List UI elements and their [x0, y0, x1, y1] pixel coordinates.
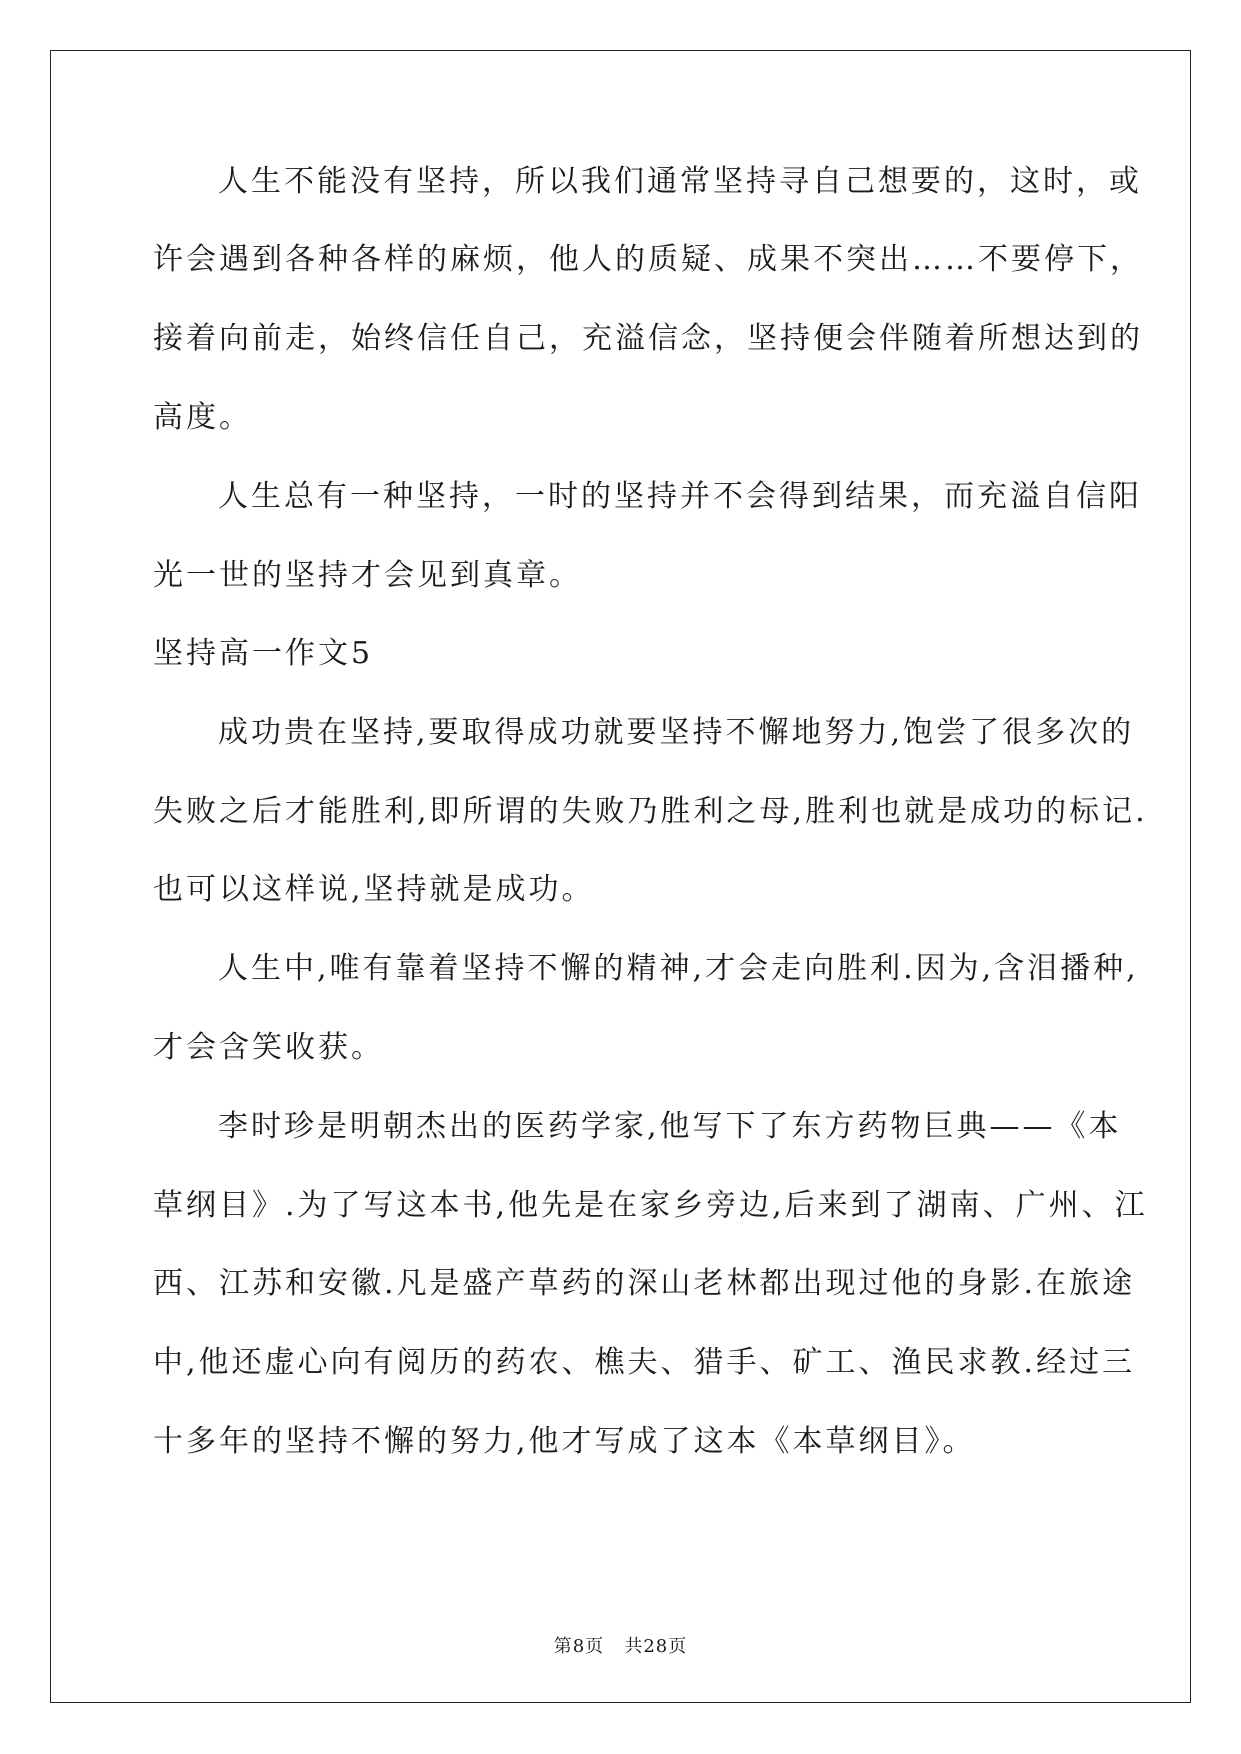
paragraph-5-line-1: 李时珍是明朝杰出的医药学家,他写下了东方药物巨典——《本	[218, 1109, 1122, 1144]
paragraph-3-line-1: 成功贵在坚持,要取得成功就要坚持不懈地努力,饱尝了很多次的	[218, 715, 1135, 750]
paragraph-1-line-1: 人生不能没有坚持，所以我们通常坚持寻自己想要的，这时，或	[218, 164, 1142, 199]
paragraph-3-line-3: 也可以这样说,坚持就是成功。	[153, 872, 595, 907]
paragraph-4-line-2: 才会含笑收获。	[153, 1030, 384, 1065]
paragraph-2-line-2: 光一世的坚持才会见到真章。	[153, 558, 582, 593]
paragraph-2-line-1: 人生总有一种坚持，一时的坚持并不会得到结果，而充溢自信阳	[218, 479, 1142, 514]
paragraph-5-line-5: 十多年的坚持不懈的努力,他才写成了这本《本草纲目》。	[153, 1424, 976, 1459]
paragraph-1-line-3: 接着向前走，始终信任自己，充溢信念，坚持便会伴随着所想达到的	[153, 321, 1143, 356]
page-footer: 第8页 共28页	[553, 1636, 688, 1657]
paragraph-1-line-2: 许会遇到各种各样的麻烦，他人的质疑、成果不突出……不要停下，	[153, 242, 1143, 277]
paragraph-5-line-4: 中,他还虚心向有阅历的药农、樵夫、猎手、矿工、渔民求教.经过三	[153, 1345, 1136, 1380]
paragraph-1-line-4: 高度。	[153, 400, 252, 435]
paragraph-5-line-2: 草纲目》.为了写这本书,他先是在家乡旁边,后来到了湖南、广州、江	[153, 1188, 1148, 1223]
paragraph-4-line-1: 人生中,唯有靠着坚持不懈的精神,才会走向胜利.因为,含泪播种,	[218, 951, 1139, 986]
paragraph-3-line-2: 失败之后才能胜利,即所谓的失败乃胜利之母,胜利也就是成功的标记.	[153, 794, 1148, 829]
paragraph-5-line-3: 西、江苏和安徽.凡是盛产草药的深山老林都出现过他的身影.在旅途	[153, 1266, 1136, 1301]
section-heading: 坚持高一作文5	[153, 636, 374, 671]
